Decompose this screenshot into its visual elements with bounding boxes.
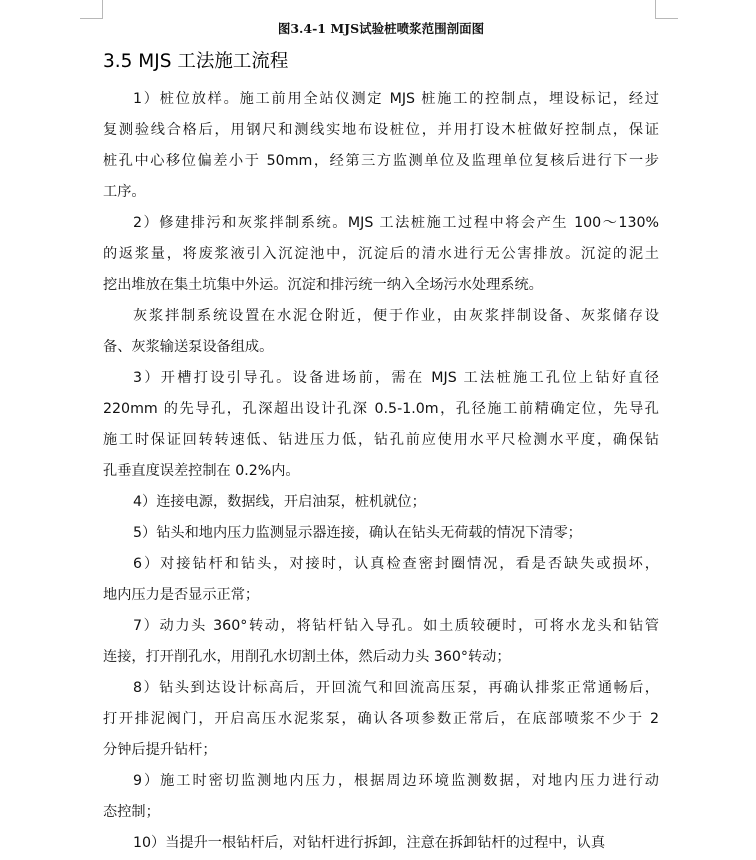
paragraph-line: 的返浆量，将废浆液引入沉淀池中，沉淀后的清水进行无公害排放。沉淀的泥土 (103, 246, 659, 262)
paragraph (103, 518, 659, 549)
paragraph-line: 5）钻头和地内压力监测显示器连接，确认在钻头无荷载的情况下清零； (133, 525, 582, 541)
paragraph-line: 工序。 (103, 184, 146, 200)
paragraph-line: 连接，打开削孔水，用削孔水切割土体，然后动力头 360°转动； (103, 649, 511, 665)
paragraph (103, 828, 659, 859)
paragraph (103, 766, 659, 828)
paragraph (103, 208, 659, 301)
paragraph-line: 1）桩位放样。施工前用全站仪测定 MJS 桩施工的控制点，埋设标记，经过 (133, 91, 659, 107)
paragraph-line: 灰浆拌制系统设置在水泥仓附近，便于作业，由灰浆拌制设备、灰浆储存设 (133, 308, 659, 324)
paragraph-line: 孔垂直度误差控制在 0.2%内。 (103, 463, 300, 479)
paragraph-line: 备、灰浆输送泵设备组成。 (103, 339, 274, 355)
paragraph-line: 220mm 的先导孔，孔深超出设计孔深 0.5-1.0m，孔径施工前精确定位，先导孔 (103, 401, 659, 417)
paragraph-line: 复测验线合格后，用钢尺和测线实地布设桩位，并用打设木桩做好控制点，保证 (103, 122, 659, 138)
paragraph-line: 施工时保证回转转速低、钻进压力低，钻孔前应使用水平尺检测水平度，确保钻 (103, 432, 659, 448)
paragraph-line: 态控制； (103, 804, 160, 820)
paragraph-line: 桩孔中心移位偏差小于 50mm，经第三方监测单位及监理单位复核后进行下一步 (103, 153, 659, 169)
paragraph (103, 487, 659, 518)
body-text (103, 84, 659, 859)
figure-caption: 图3.4-1 MJS试验桩喷浆范围剖面图 (277, 21, 485, 36)
paragraph-line: 地内压力是否显示正常； (103, 587, 260, 603)
paragraph-line: 3）开槽打设引导孔。设备进场前，需在 MJS 工法桩施工孔位上钻好直径 (133, 370, 659, 386)
paragraph-line: 7）动力头 360°转动，将钻杆钻入导孔。如土质较硬时，可将水龙头和钻管 (133, 618, 659, 634)
paragraph-line: 10）当提升一根钻杆后，对钻杆进行拆卸，注意在拆卸钻杆的过程中，认真 (133, 835, 606, 851)
paragraph (103, 301, 659, 363)
paragraph-line: 8）钻头到达设计标高后，开回流气和回流高压泵，再确认排浆正常通畅后， (133, 680, 659, 696)
paragraph (103, 84, 659, 208)
paragraph-line: 2）修建排污和灰浆拌制系统。MJS 工法桩施工过程中将会产生 100～130% (133, 215, 659, 231)
paragraph-line: 打开排泥阀门，开启高压水泥浆泵，确认各项参数正常后，在底部喷浆不少于 2 (103, 711, 659, 727)
paragraph (103, 673, 659, 766)
paragraph-line: 9）施工时密切监测地内压力，根据周边环境监测数据，对地内压力进行动 (133, 773, 659, 789)
paragraph-line: 6）对接钻杆和钻头，对接时，认真检查密封圈情况，看是否缺失或损坏， (133, 556, 659, 572)
section-title: 3.5 MJS 工法施工流程 (103, 51, 289, 72)
paragraph (103, 611, 659, 673)
paragraph-line: 分钟后提升钻杆； (103, 742, 217, 758)
paragraph-line: 4）连接电源，数据线，开启油泵，桩机就位； (133, 494, 426, 510)
paragraph (103, 549, 659, 611)
crop-mark-top-right (655, 0, 678, 19)
paragraph (103, 363, 659, 487)
paragraph-line: 挖出堆放在集土坑集中外运。沉淀和排污统一纳入全场污水处理系统。 (103, 277, 543, 293)
crop-mark-top-left (80, 0, 103, 19)
